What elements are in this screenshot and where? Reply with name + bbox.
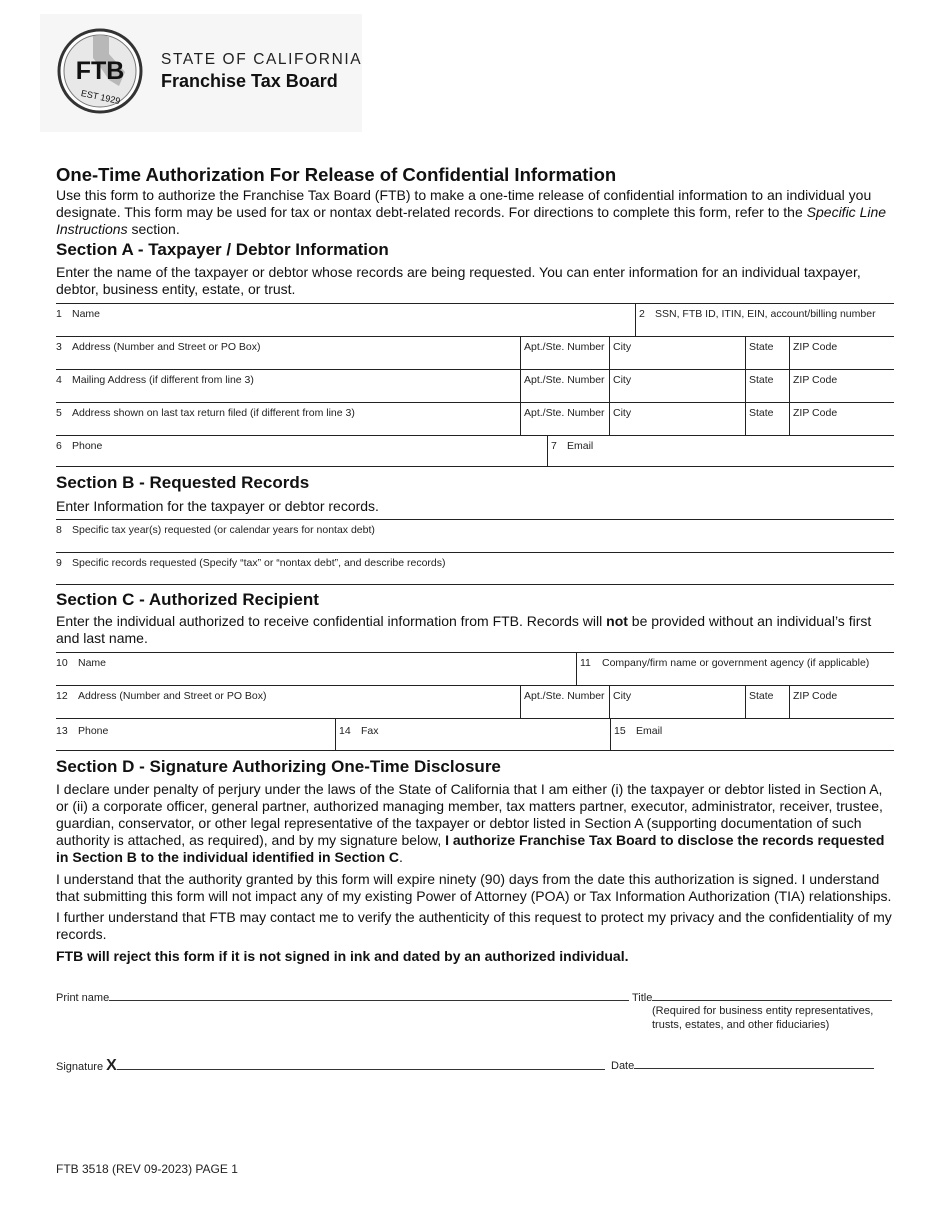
field-last-return-address[interactable]: 5 Address shown on last tax return filed (if different from line 3) bbox=[56, 407, 355, 419]
field-mailing-address[interactable]: 4 Mailing Address (if different from line 3) bbox=[56, 374, 254, 386]
declaration-paragraph: I declare under penalty of perjury under the laws of the State of California that I am either (i) the taxpayer or debtor listed in Section A, or (ii) a corporate officer, general partner, authorized managing member, tax matters partner, executor, administrator, receiver, trustee, guardian, conservator, or other legal representative of the taxpayer or debtor listed in Section A (supporting documentation of such authority is attached, as required), and by my signature below, I authorize Franchise Tax Board to disclose the records requested in Section B to the individual identified in Section C. bbox=[56, 781, 885, 865]
field-company[interactable]: 11 Company/firm name or government agency (if applicable) bbox=[576, 653, 869, 685]
title-note: (Required for business entity representatives, trusts, estates, and other fiduciaries) bbox=[652, 1005, 874, 1031]
intro-text: Use this form to authorize the Franchise Tax Board (FTB) to make a one-time release of confidential information to an individual you designate. This form may be used for tax or nontax debt-related records. For directions to complete this form, refer to the Specific Line Instructions section. bbox=[56, 187, 887, 237]
section-a-instructions: Enter the name of the taxpayer or debtor whose records are being requested. You can enter information for an individual taxpayer, debtor, business entity, estate, or trust. bbox=[56, 264, 861, 297]
field-phone[interactable]: 6 Phone bbox=[56, 440, 103, 452]
field-recipient-zip[interactable]: ZIP Code bbox=[789, 686, 837, 718]
svg-text:FTB: FTB bbox=[75, 57, 125, 85]
field-last-return-apt[interactable]: Apt./Ste. Number bbox=[520, 403, 605, 435]
section-b-heading: Section B - Requested Records bbox=[56, 473, 310, 492]
field-zip[interactable]: ZIP Code bbox=[789, 337, 837, 369]
signature-x-mark: X bbox=[106, 1057, 117, 1074]
field-name[interactable]: 1 Name bbox=[56, 308, 101, 320]
verification-paragraph: I further understand that FTB may contact me to verify the authenticity of this request to protect my privacy and the confidentiality of my records. bbox=[56, 909, 892, 942]
section-a-heading: Section A - Taxpayer / Debtor Information bbox=[56, 240, 389, 259]
svg-text:EST 1929: EST 1929 bbox=[80, 88, 122, 107]
section-d-heading: Section D - Signature Authorizing One-Time Disclosure bbox=[56, 757, 501, 776]
row-tax-years bbox=[56, 519, 894, 552]
field-recipient-address[interactable]: 12 Address (Number and Street or PO Box) bbox=[56, 690, 267, 702]
section-c-heading: Section C - Authorized Recipient bbox=[56, 590, 319, 609]
field-address[interactable]: 3 Address (Number and Street or PO Box) bbox=[56, 341, 261, 353]
field-mailing-city[interactable]: City bbox=[609, 370, 631, 402]
field-tax-years[interactable]: 8 Specific tax year(s) requested (or calendar years for nontax debt) bbox=[56, 524, 375, 536]
expiration-paragraph: I understand that the authority granted by this form will expire ninety (90) days from the date this authorization is signed. I understand that submitting this form will not impact any of my existing Power of Attorney (POA) or Tax Information Authorization (TIA) relationships. bbox=[56, 871, 892, 904]
field-last-return-zip[interactable]: ZIP Code bbox=[789, 403, 837, 435]
field-mailing-state[interactable]: State bbox=[745, 370, 774, 402]
field-records[interactable]: 9 Specific records requested (Specify “tax” or “nontax debt”, and describe records) bbox=[56, 557, 446, 569]
field-mailing-zip[interactable]: ZIP Code bbox=[789, 370, 837, 402]
field-mailing-apt[interactable]: Apt./Ste. Number bbox=[520, 370, 605, 402]
field-last-return-city[interactable]: City bbox=[609, 403, 631, 435]
row-last-return-address bbox=[56, 402, 894, 435]
field-last-return-state[interactable]: State bbox=[745, 403, 774, 435]
date-line[interactable]: Date bbox=[611, 1059, 874, 1072]
field-city[interactable]: City bbox=[609, 337, 631, 369]
field-apt[interactable]: Apt./Ste. Number bbox=[520, 337, 605, 369]
field-recipient-phone[interactable]: 13 Phone bbox=[56, 725, 109, 737]
field-recipient-city[interactable]: City bbox=[609, 686, 631, 718]
title-line[interactable]: Title bbox=[632, 991, 892, 1004]
section-c-instructions: Enter the individual authorized to receive confidential information from FTB. Records will not be provided without an individual’s first and last name. bbox=[56, 613, 872, 646]
field-ssn[interactable]: 2 SSN, FTB ID, ITIN, EIN, account/billing number bbox=[635, 304, 894, 336]
row-recipient-name bbox=[56, 652, 894, 685]
row-phone-email bbox=[56, 435, 894, 467]
field-recipient-email[interactable]: 15 Email bbox=[610, 719, 662, 750]
row-address bbox=[56, 336, 894, 369]
field-recipient-name[interactable]: 10 Name bbox=[56, 657, 107, 669]
field-recipient-state[interactable]: State bbox=[745, 686, 774, 718]
agency-name bbox=[161, 51, 362, 92]
form-title: One-Time Authorization For Release of Confidential Information bbox=[56, 164, 617, 185]
row-mailing-address bbox=[56, 369, 894, 402]
state-label: STATE OF CALIFORNIA bbox=[161, 51, 363, 68]
field-recipient-apt[interactable]: Apt./Ste. Number bbox=[520, 686, 605, 718]
row-name-ssn bbox=[56, 303, 894, 336]
row-recipient-address bbox=[56, 685, 894, 718]
field-email[interactable]: 7 Email bbox=[547, 436, 593, 466]
field-recipient-fax[interactable]: 14 Fax bbox=[335, 719, 379, 750]
board-label: Franchise Tax Board bbox=[161, 71, 338, 91]
row-recipient-contact bbox=[56, 718, 894, 751]
field-state[interactable]: State bbox=[745, 337, 774, 369]
signature-line[interactable]: Signature X bbox=[56, 1057, 605, 1075]
row-records bbox=[56, 552, 894, 585]
print-name-line[interactable]: Print name bbox=[56, 991, 629, 1004]
section-b-instructions: Enter Information for the taxpayer or debtor records. bbox=[56, 498, 379, 514]
rejection-warning: FTB will reject this form if it is not signed in ink and dated by an authorized individual. bbox=[56, 948, 629, 964]
ftb-seal-logo bbox=[57, 28, 143, 114]
form-footer: FTB 3518 (REV 09-2023) PAGE 1 bbox=[56, 1162, 238, 1176]
